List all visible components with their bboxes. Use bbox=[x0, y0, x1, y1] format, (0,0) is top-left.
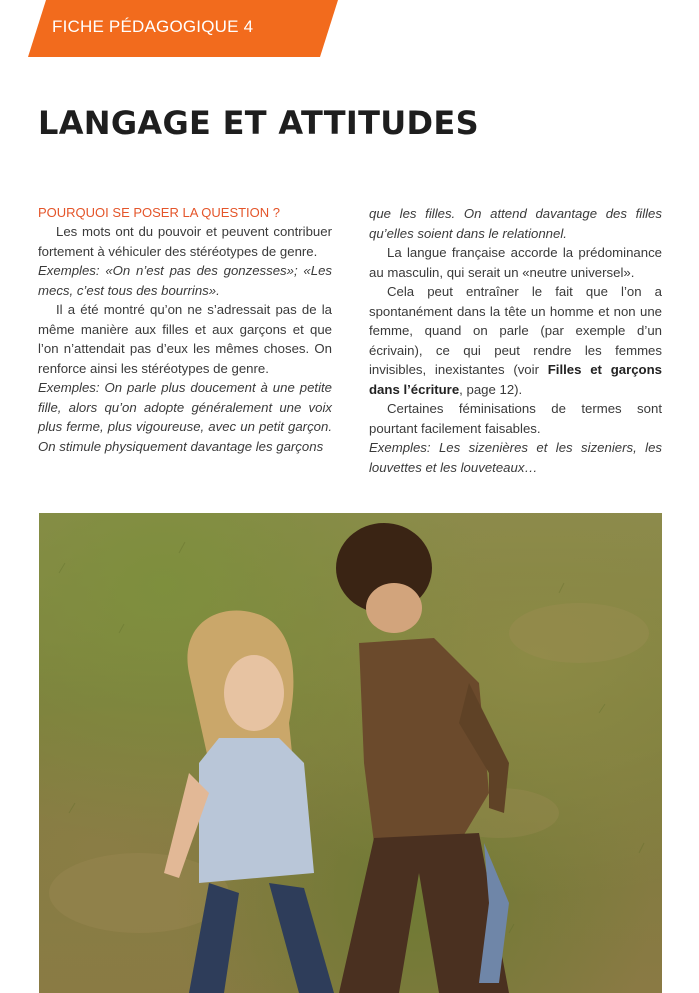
paragraph-3: La langue française accorde la prédominance au masculin, qui serait un «neutre universel». bbox=[369, 245, 662, 280]
paragraph-4-end: , page 12). bbox=[459, 381, 523, 397]
header-tab-label: FICHE PÉDAGOGIQUE 4 bbox=[52, 17, 254, 36]
page-title: LANGAGE ET ATTITUDES bbox=[38, 104, 479, 142]
paragraph-1: Les mots ont du pouvoir et peuvent contribuer fortement à véhiculer des stéréotypes de genre. bbox=[38, 224, 332, 259]
example-2: Exemples: On parle plus doucement à une petite fille, alors qu’on adopte généralement une voix plus ferme, plus vigoureuse, avec un petit garçon. On stimule physiquement davantage les garçons bbox=[38, 380, 332, 454]
paragraph-4-text: Cela peut entraîner le fait que l’on a spontanément dans la tête un homme et non une femme, quand on parle (par exemple d’un écrivain), ce qui peut rendre les femmes invisibles, inexistantes (voir bbox=[369, 284, 662, 377]
example-3: Exemples: Les sizenières et les sizeniers, les louvettes et les louveteaux… bbox=[369, 440, 662, 475]
paragraph-4 bbox=[369, 282, 662, 399]
boy-figure bbox=[336, 523, 509, 993]
paragraph-5: Certaines féminisations de termes sont pourtant facilement faisables. bbox=[369, 401, 662, 436]
cross-reference-link: Filles et garçons dans l’écriture bbox=[369, 362, 662, 397]
girl-figure bbox=[164, 611, 334, 993]
left-column bbox=[38, 204, 332, 456]
example-2-continued: que les filles. On attend davantage des filles qu’elles soient dans le relationnel. bbox=[369, 206, 662, 241]
paragraph-2: Il a été montré qu’on ne s’adressait pas de la même manière aux filles et aux garçons et que l’on n’attendait pas d’eux les mêmes choses. On renforce ainsi les stéréotypes de genre. bbox=[38, 302, 332, 376]
photo-illustration bbox=[39, 513, 662, 993]
section-heading: POURQUOI SE POSER LA QUESTION ? bbox=[38, 205, 281, 220]
children-playing-photo bbox=[39, 513, 662, 993]
example-1: Exemples: «On n’est pas des gonzesses»; «Les mecs, c’est tous des bourrins». bbox=[38, 263, 332, 298]
right-column bbox=[369, 204, 662, 477]
